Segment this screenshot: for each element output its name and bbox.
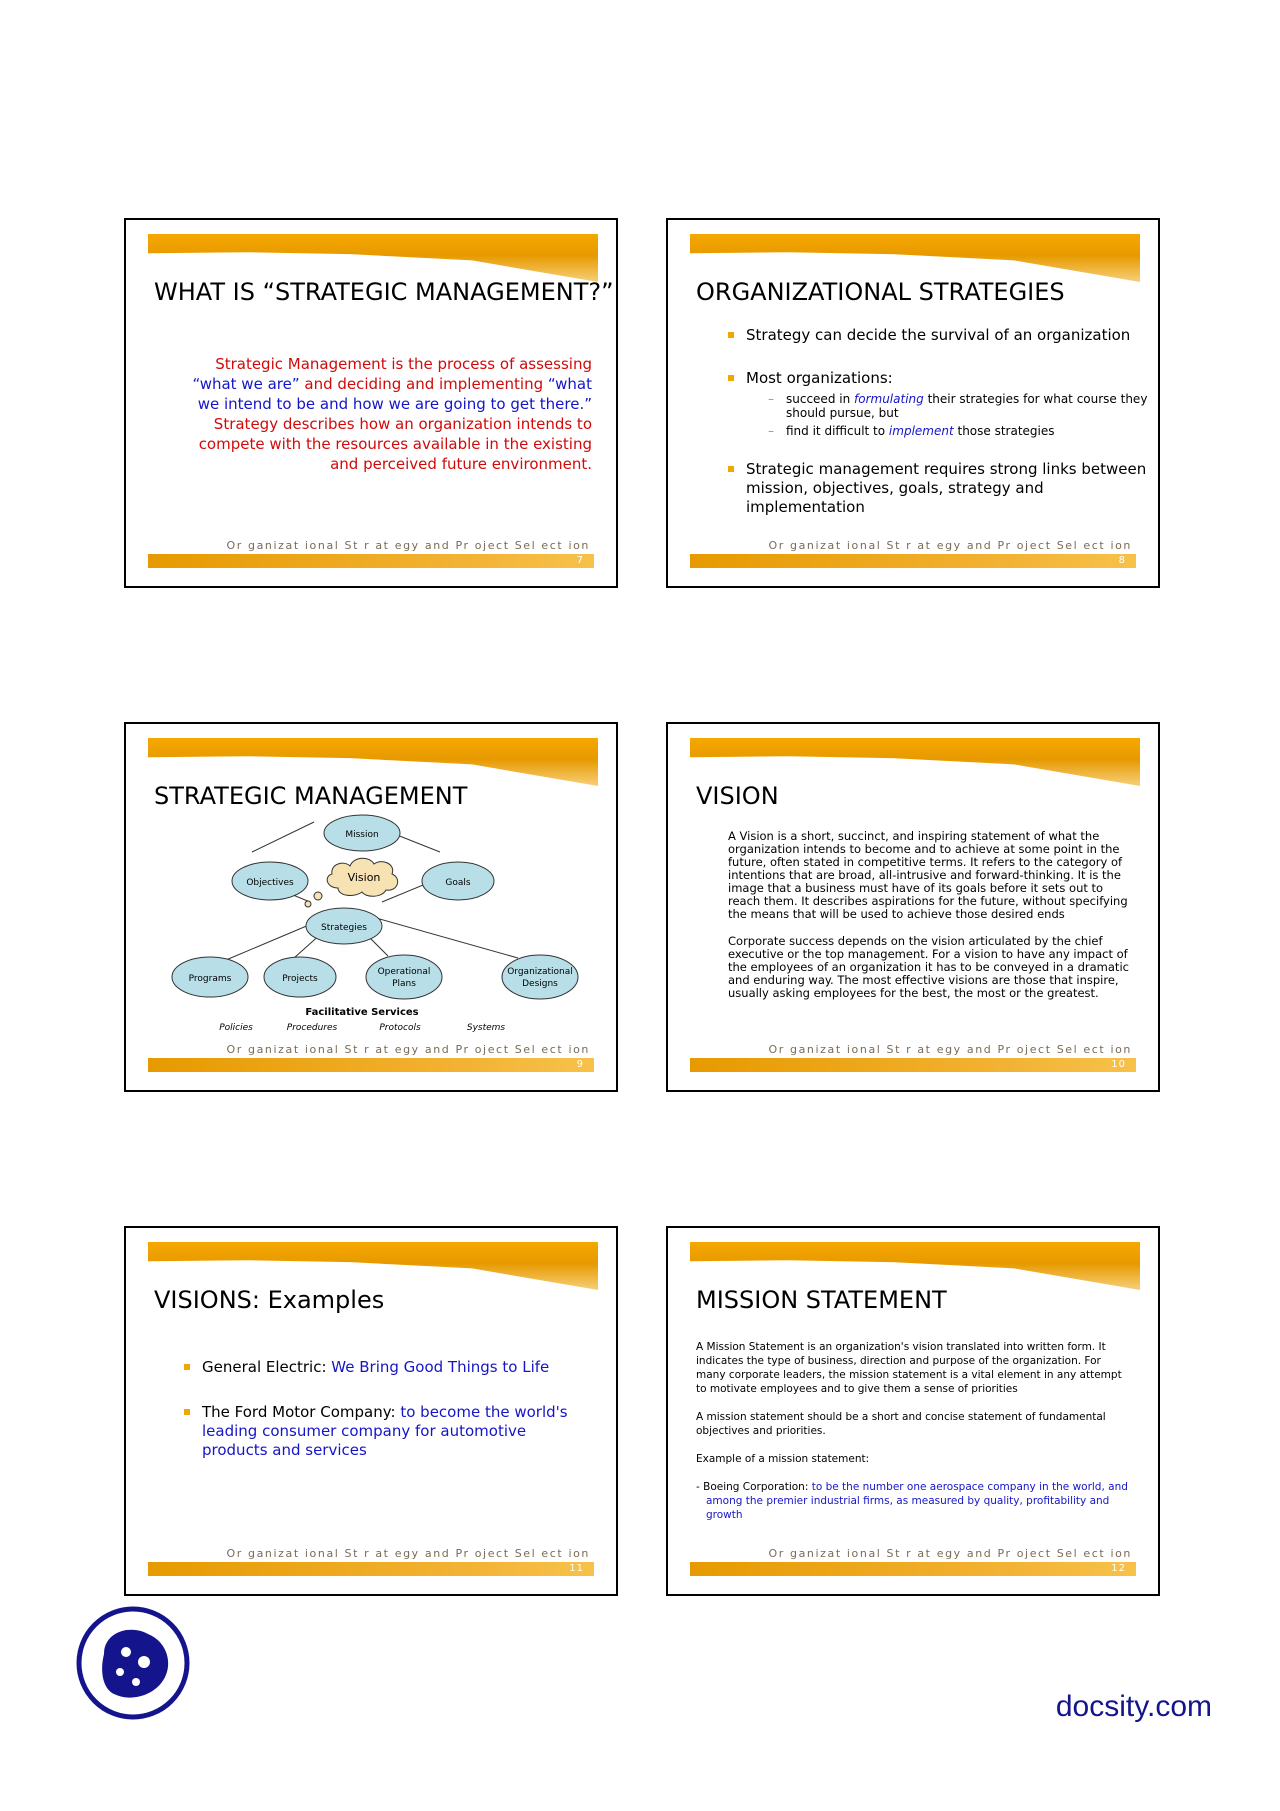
service-systems: Systems	[466, 1023, 506, 1033]
bullet-item: Strategic management requires strong links between mission, objectives, goals, strategy and implementation	[728, 460, 1148, 517]
bullet-square-icon	[184, 1409, 190, 1415]
strategic-management-diagram	[126, 724, 618, 1092]
service-protocols: Protocols	[379, 1023, 421, 1033]
operational-label: Operational	[377, 967, 431, 977]
slide-footer-text: Or ganizat ional St r at egy and Pr oject Sel ect ion	[768, 1547, 1132, 1560]
slide-7-body	[186, 354, 592, 474]
slide-number: 12	[1111, 1563, 1126, 1574]
facilitative-services-label: Facilitative Services	[305, 1007, 419, 1018]
slide-title: VISIONS: Examples	[154, 1286, 385, 1314]
slide-footer-text: Or ganizat ional St r at egy and Pr oject Sel ect ion	[226, 1547, 590, 1560]
slide-number: 9	[576, 1059, 584, 1070]
sub-bullet-item: – find it difficult to implement those strategies	[768, 424, 1055, 438]
slide-footer-bar	[690, 1562, 1136, 1576]
organizational-designs-node	[502, 955, 578, 999]
organizational-label-2: Designs	[522, 979, 558, 989]
service-policies: Policies	[219, 1023, 253, 1033]
slide-footer-bar	[148, 554, 594, 568]
slide-title: STRATEGIC MANAGEMENT	[154, 782, 468, 810]
slide-number: 8	[1118, 555, 1126, 566]
bullet-item: Strategy can decide the survival of an organization	[728, 326, 1148, 345]
mission-paragraph-1: A Mission Statement is an organization's vision translated into written form. It indicates the type of business, direction and purpose of the organization. For many corporate leaders, the mission statement is a vital element in any attempt to motivate employees and to give them a sense of priorities	[696, 1341, 1122, 1395]
service-procedures: Procedures	[286, 1023, 338, 1033]
slide-number: 11	[569, 1563, 584, 1574]
mission-paragraph-3: Example of a mission statement:	[696, 1453, 870, 1465]
definition-part-3: and deciding and implementing	[299, 375, 544, 393]
slide-11-bullets	[184, 1358, 594, 1460]
bullet-square-icon	[728, 466, 734, 472]
slide-footer-bar	[690, 1058, 1136, 1072]
slide-title: VISION	[696, 782, 779, 810]
slide-header-bar	[690, 1242, 1140, 1290]
slide-number: 10	[1111, 1059, 1126, 1070]
definition-part-1: Strategic Management is the process of assessing	[215, 355, 592, 373]
programs-label: Programs	[188, 974, 232, 984]
objectives-label: Objectives	[246, 878, 294, 888]
definition-part-2: “what we are”	[192, 375, 300, 393]
slide-11	[124, 1226, 618, 1596]
mission-paragraph-2: A mission statement should be a short and concise statement of fundamental objectives and priorities.	[696, 1411, 1106, 1437]
bullet-item: General Electric: We Bring Good Things to Life	[184, 1358, 594, 1377]
slide-footer-bar	[148, 1562, 594, 1576]
slide-12	[666, 1226, 1160, 1596]
slide-9	[124, 722, 618, 1092]
bullet-item: The Ford Motor Company: to become the world's leading consumer company for automotive products and services	[184, 1403, 594, 1460]
slide-10	[666, 722, 1160, 1092]
slide-title: MISSION STATEMENT	[696, 1286, 947, 1314]
definition-part-4: “what we intend to be and how we are going to get there.”	[197, 375, 592, 413]
slide-title: WHAT IS “STRATEGIC MANAGEMENT?”	[154, 278, 614, 306]
slide-header-bar	[148, 1242, 598, 1290]
slide-8-bullets	[728, 326, 1148, 517]
slide-header-bar	[148, 234, 598, 282]
slide-title: ORGANIZATIONAL STRATEGIES	[696, 278, 1065, 306]
slide-10-body	[728, 830, 1132, 1000]
operational-plans-node	[366, 955, 442, 999]
sub-bullet-item: – succeed in formulating their strategies for what course they should pursue, but	[768, 392, 1148, 420]
bullet-item: Most organizations: – succeed in formulating their strategies for what course they should pursue, but – find it difficult to implement those strategies	[728, 369, 1148, 438]
slide-footer-bar	[148, 1058, 594, 1072]
vision-paragraph-2: Corporate success depends on the vision articulated by the chief executive or the top management. For a vision to have any impact of the employees of an organization it has to be conveyed in a dramatic and enduring way. The most effective visions are those that inspire, usually asking employees for the best, the most or the greatest.	[728, 934, 1129, 1000]
bullet-square-icon	[728, 332, 734, 338]
goals-label: Goals	[445, 878, 471, 888]
slide-footer-text: Or ganizat ional St r at egy and Pr oject Sel ect ion	[226, 1043, 590, 1056]
slide-number: 7	[576, 555, 584, 566]
operational-label-2: Plans	[392, 979, 416, 989]
bullet-square-icon	[184, 1364, 190, 1370]
organizational-label: Organizational	[507, 967, 573, 977]
slide-footer-text: Or ganizat ional St r at egy and Pr oject Sel ect ion	[768, 539, 1132, 552]
slide-7	[124, 218, 618, 588]
slide-header-bar	[690, 738, 1140, 786]
projects-label: Projects	[282, 974, 318, 984]
slide-header-bar	[690, 234, 1140, 282]
docsity-brand-text[interactable]: docsity.com	[1055, 1690, 1212, 1723]
docsity-logo-icon	[74, 1604, 192, 1722]
definition-part-5: Strategy describes how an organization intends to compete with the resources available in the existing and perceived future environment.	[198, 415, 592, 473]
mission-label: Mission	[345, 830, 379, 840]
sub-bullets	[768, 392, 1148, 438]
slide-footer-text: Or ganizat ional St r at egy and Pr oject Sel ect ion	[226, 539, 590, 552]
mission-example: - Boeing Corporation: to be the number one aerospace company in the world, and among the premier industrial firms, as measured by quality, profitability and growth	[696, 1481, 1128, 1521]
slide-12-body	[696, 1340, 1132, 1522]
vision-paragraph-1: A Vision is a short, succinct, and inspiring statement of what the organization intends to become and to achieve at some point in the future, often stated in competitive terms. It refers to the category of intentions that are broad, all-intrusive and forward-thinking. It is the image that a business must have of its goals before it sets out to reach them. It describes aspirations for the future, without specifying the means that will be used to achieve those desired ends	[728, 829, 1128, 921]
strategies-label: Strategies	[321, 923, 367, 933]
bullet-square-icon	[728, 375, 734, 381]
vision-label: Vision	[347, 871, 381, 884]
slide-8	[666, 218, 1160, 588]
slide-footer-text: Or ganizat ional St r at egy and Pr oject Sel ect ion	[768, 1043, 1132, 1056]
slide-footer-bar	[690, 554, 1136, 568]
